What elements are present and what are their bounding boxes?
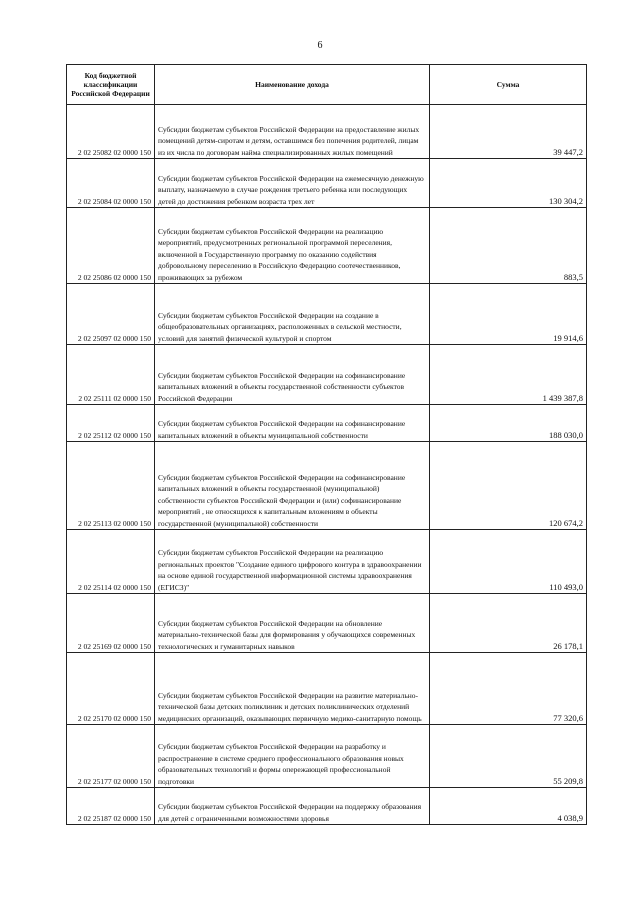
row-name: Субсидии бюджетам субъектов Российской Федерации на разработку и распространение в системе среднего профессионального образования новых образовательных технологий и формы опережающей профессиональной подготовки — [155, 725, 430, 788]
row-code: 2 02 25170 02 0000 150 — [67, 653, 155, 725]
table-row — [67, 725, 587, 788]
row-sum: 1 439 387,8 — [430, 345, 587, 405]
row-sum: 188 030,0 — [430, 405, 587, 442]
table-row — [67, 442, 587, 530]
budget-table — [66, 64, 587, 825]
row-name: Субсидии бюджетам субъектов Российской Федерации на обновление материально-технической базы для формирования у обучающихся современных технологических и гуманитарных навыков — [155, 594, 430, 653]
row-name: Субсидии бюджетам субъектов Российской Федерации на софинансирование капитальных вложений в объекты муниципальной собственности — [155, 405, 430, 442]
row-name: Субсидии бюджетам субъектов Российской Федерации на софинансирование капитальных вложений в объекты государственной собственности субъектов Российской Федерации — [155, 345, 430, 405]
row-code: 2 02 25113 02 0000 150 — [67, 442, 155, 530]
row-sum: 26 178,1 — [430, 594, 587, 653]
row-sum: 39 447,2 — [430, 105, 587, 159]
table-row — [67, 653, 587, 725]
row-name: Субсидии бюджетам субъектов Российской Федерации на поддержку образования для детей с ограниченными возможностями здоровья — [155, 788, 430, 825]
row-name: Субсидии бюджетам субъектов Российской Федерации на создание в общеобразовательных организациях, расположенных в сельской местности, условий для занятий физической культурой и спортом — [155, 284, 430, 345]
header-code: Код бюджетной классификации Российской Федерации — [67, 65, 155, 105]
row-name: Субсидии бюджетам субъектов Российской Федерации на предоставление жилых помещений детям-сиротам и детям, оставшимся без попечения родителей, лицам из их числа по договорам найма специализированных жилых помещений — [155, 105, 430, 159]
row-sum: 130 304,2 — [430, 159, 587, 208]
table-row — [67, 159, 587, 208]
row-sum: 4 038,9 — [430, 788, 587, 825]
header-sum: Сумма — [430, 65, 587, 105]
row-sum: 19 914,6 — [430, 284, 587, 345]
row-code: 2 02 25097 02 0000 150 — [67, 284, 155, 345]
row-sum: 120 674,2 — [430, 442, 587, 530]
row-name: Субсидии бюджетам субъектов Российской Федерации на реализацию региональных проектов "Создание единого цифрового контура в здравоохранении на основе единой государственной информационной системы здравоохранения (ЕГИСЗ)" — [155, 530, 430, 594]
row-name: Субсидии бюджетам субъектов Российской Федерации на реализацию мероприятий, предусмотренных региональной программой переселения, включенной в Государственную программу по оказанию содействия добровольному переселению в Российскую Федерацию соотечественников, проживающих за рубежом — [155, 208, 430, 284]
table-row — [67, 284, 587, 345]
row-name: Субсидии бюджетам субъектов Российской Федерации на ежемесячную денежную выплату, назначаемую в случае рождения третьего ребенка или последующих детей до достижения ребенком возраста трех лет — [155, 159, 430, 208]
row-code: 2 02 25086 02 0000 150 — [67, 208, 155, 284]
row-name: Субсидии бюджетам субъектов Российской Федерации на развитие материально-технической базы детских поликлиник и детских поликлинических отделений медицинских организаций, оказывающих первичную медико-санитарную помощь — [155, 653, 430, 725]
header-name: Наименование дохода — [155, 65, 430, 105]
table-row — [67, 208, 587, 284]
table-row — [67, 405, 587, 442]
row-code: 2 02 25111 02 0000 150 — [67, 345, 155, 405]
row-sum: 55 209,8 — [430, 725, 587, 788]
row-code: 2 02 25082 02 0000 150 — [67, 105, 155, 159]
table-row — [67, 105, 587, 159]
row-code: 2 02 25187 02 0000 150 — [67, 788, 155, 825]
row-code: 2 02 25112 02 0000 150 — [67, 405, 155, 442]
row-code: 2 02 25169 02 0000 150 — [67, 594, 155, 653]
row-code: 2 02 25114 02 0000 150 — [67, 530, 155, 594]
row-sum: 883,5 — [430, 208, 587, 284]
row-sum: 77 320,6 — [430, 653, 587, 725]
row-sum: 110 493,0 — [430, 530, 587, 594]
row-name: Субсидии бюджетам субъектов Российской Федерации на софинансирование капитальных вложений в объекты государственной (муниципальной) собственности субъектов Российской Федерации и (или) софинансирование мероприятий , не относящихся к капитальным вложениям в объекты государственной (муниципальной) собственности — [155, 442, 430, 530]
table-row — [67, 594, 587, 653]
row-code: 2 02 25084 02 0000 150 — [67, 159, 155, 208]
table-row — [67, 345, 587, 405]
row-code: 2 02 25177 02 0000 150 — [67, 725, 155, 788]
page-number: 6 — [317, 40, 323, 51]
table-header-row — [67, 65, 587, 105]
table-row — [67, 788, 587, 825]
table-row — [67, 530, 587, 594]
